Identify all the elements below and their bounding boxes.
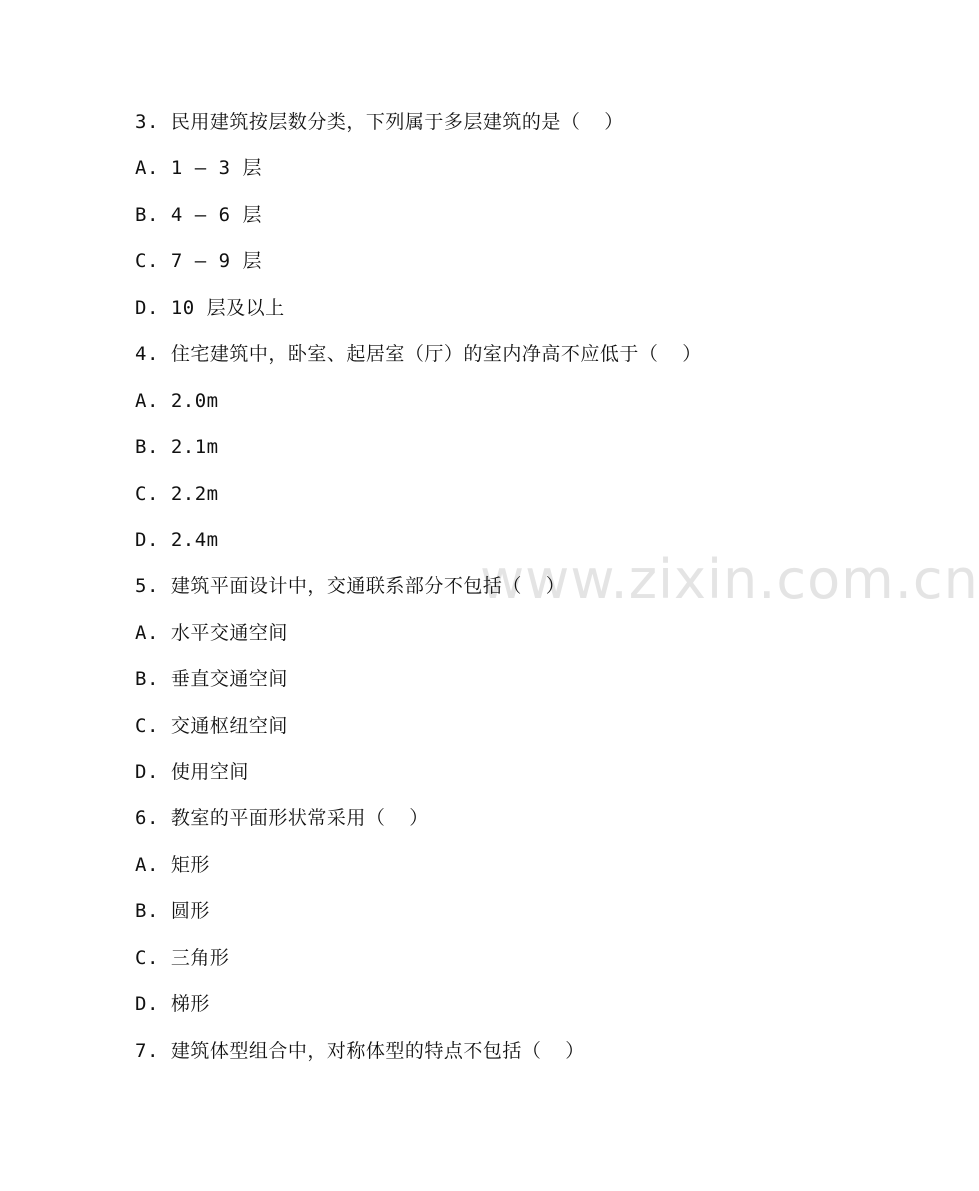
question-6-option-d: D. 梯形 <box>135 993 210 1015</box>
question-7-stem: 7. 建筑体型组合中，对称体型的特点不包括（ ） <box>135 1040 585 1062</box>
question-4-option-c: C. 2.2m <box>135 483 219 505</box>
question-4-option-d: D. 2.4m <box>135 529 219 551</box>
question-3-option-d: D. 10 层及以上 <box>135 297 285 319</box>
question-5-option-b: B. 垂直交通空间 <box>135 668 288 690</box>
question-3-option-b: B. 4 – 6 层 <box>135 204 262 226</box>
question-6-stem: 6. 教室的平面形状常采用（ ） <box>135 807 429 829</box>
question-6-option-c: C. 三角形 <box>135 947 230 969</box>
question-6-option-b: B. 圆形 <box>135 900 210 922</box>
question-5-option-d: D. 使用空间 <box>135 761 249 783</box>
question-4-option-b: B. 2.1m <box>135 436 219 458</box>
question-3-option-c: C. 7 – 9 层 <box>135 250 262 272</box>
question-3-stem: 3. 民用建筑按层数分类，下列属于多层建筑的是（ ） <box>135 111 624 133</box>
question-5-option-a: A. 水平交通空间 <box>135 622 288 644</box>
question-3-option-a: A. 1 – 3 层 <box>135 157 262 179</box>
question-4-option-a: A. 2.0m <box>135 390 219 412</box>
question-5-stem: 5. 建筑平面设计中，交通联系部分不包括（ ） <box>135 575 566 597</box>
question-6-option-a: A. 矩形 <box>135 854 210 876</box>
question-4-stem: 4. 住宅建筑中，卧室、起居室（厅）的室内净高不应低于（ ） <box>135 343 702 365</box>
watermark: www.zixin.com.cn <box>480 548 979 611</box>
question-5-option-c: C. 交通枢纽空间 <box>135 715 288 737</box>
